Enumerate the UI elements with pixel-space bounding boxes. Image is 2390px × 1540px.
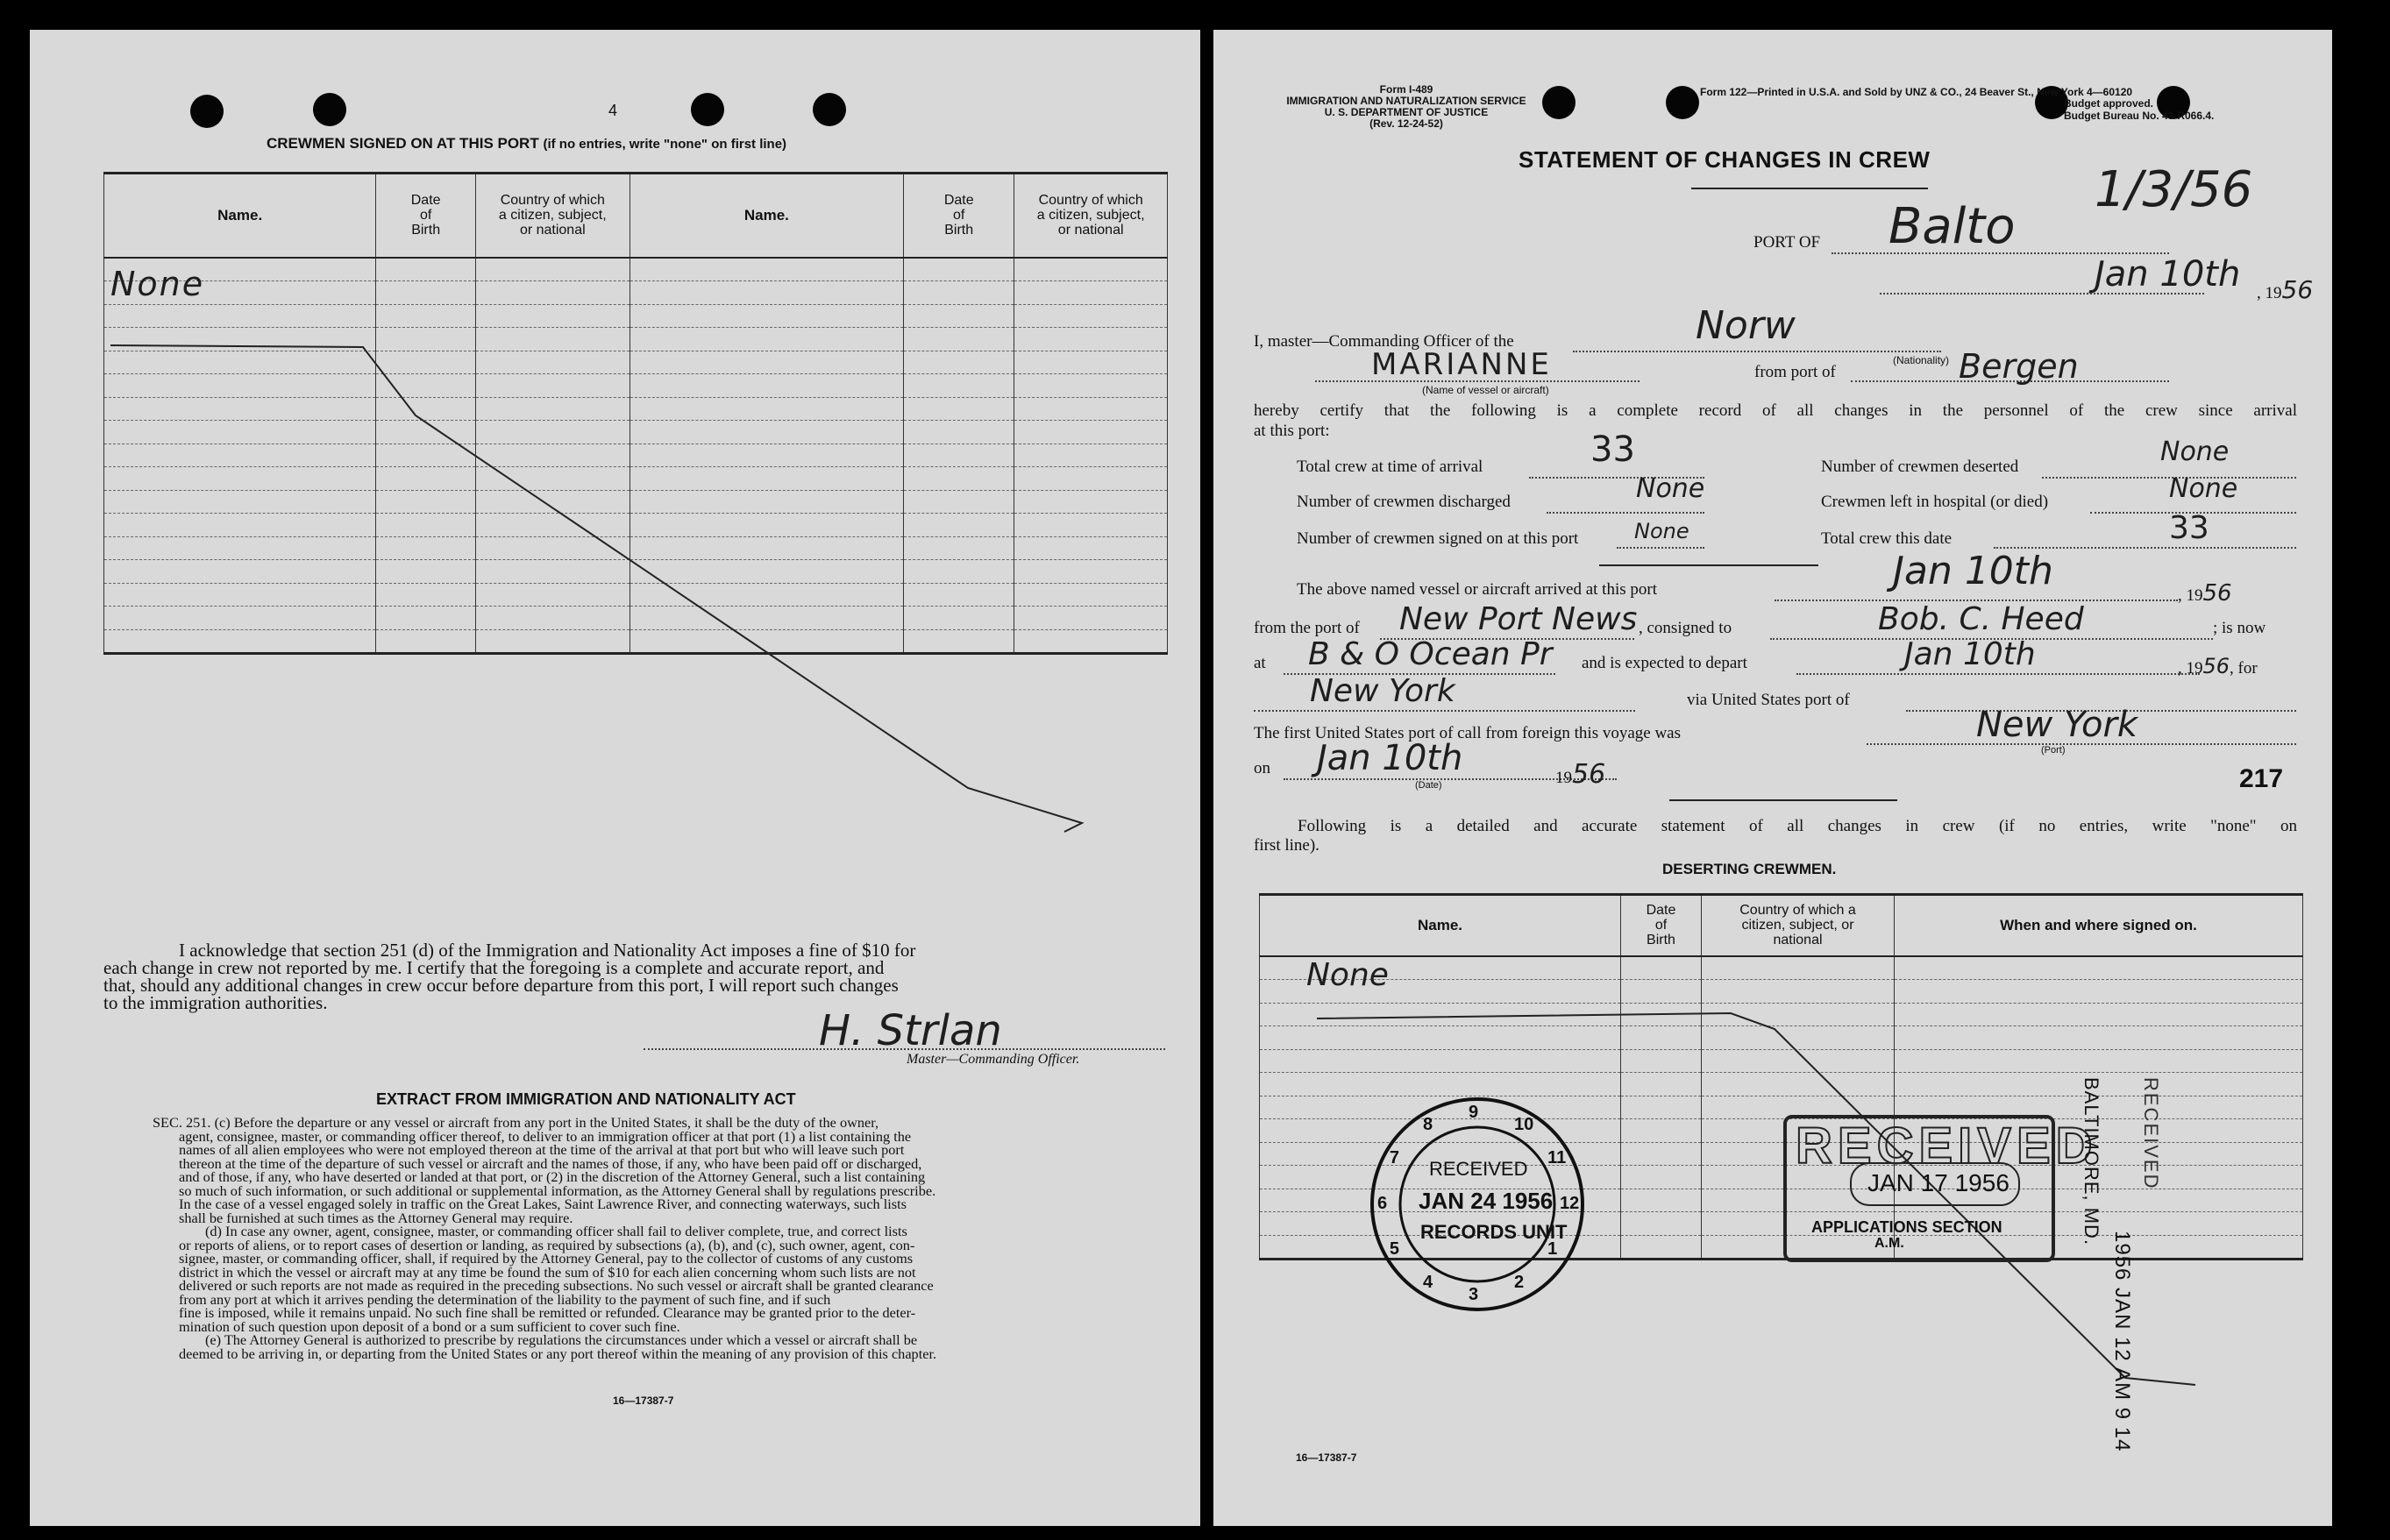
- from-port-value: Bergen: [1959, 347, 2079, 386]
- stamp-date: JAN 24 1956: [1419, 1188, 1554, 1214]
- at-value: B & O Ocean Pr: [1308, 636, 1553, 672]
- extract-line: mination of such question upon deposit of a bond or a sum sufficient to cover such fine.: [179, 1317, 680, 1335]
- first-entry-none: None: [110, 265, 205, 303]
- col-name-2: Name.: [630, 174, 903, 258]
- vertical-stamp: [2109, 1231, 2134, 1451]
- extract-line: signee, master, or commanding officer, shall, if required by the Attorney General, pay to the collector of customs of any customs: [179, 1250, 914, 1267]
- col-dob: Date of Birth: [1621, 895, 1702, 956]
- page-number: 4: [608, 102, 618, 119]
- stamp-sub: A.M.: [1874, 1236, 1904, 1251]
- expected-value: Jan 10th: [1904, 636, 2036, 672]
- stamp-received: RECEIVED: [1796, 1118, 2098, 1175]
- destination-value: New York: [1310, 673, 1455, 709]
- first-port-caption: (Port): [2041, 745, 2066, 756]
- extract-line: district in which the vessel or aircraft may at any time be found the sum of $10 for each alien concerning whom such lists are not: [179, 1263, 916, 1281]
- from-port-of-value: New Port News: [1399, 601, 1638, 637]
- signature-line: [644, 1048, 1165, 1050]
- budget-approved: Budget approved.: [2064, 97, 2154, 110]
- agency-dept: U. S. DEPARTMENT OF JUSTICE: [1324, 106, 1489, 118]
- section-note: (if no entries, write "none" on first line): [543, 137, 787, 152]
- nationality-value: Norw: [1696, 303, 1796, 348]
- vertical-stamp-received: [2139, 1077, 2162, 1189]
- extract-line: deemed to be arriving in, or departing from the United States or any port thereof within the meaning of any provision of this chapter.: [179, 1345, 937, 1362]
- discharged-label: Number of crewmen discharged: [1297, 493, 1511, 511]
- stamp-city: BALTIMORE, MD.: [2081, 1077, 2102, 1246]
- ack-line: that, should any additional changes in crew occur before departure from this port, I will report such changes: [103, 975, 899, 996]
- from-port-of-label: from the port of: [1254, 619, 1360, 637]
- col-country: Country of which a citizen, subject, or national: [1702, 895, 1895, 956]
- total-date-value: 33: [2169, 510, 2209, 546]
- certify-line: hereby certify that the following is a complete record of all changes in the personnel of the crew since arrival: [1254, 401, 2297, 420]
- expected-year: , 1956, for: [2178, 654, 2258, 678]
- following-line: first line).: [1254, 836, 1319, 855]
- port-label: PORT OF: [1753, 233, 1821, 252]
- footer-code: 16—17387-7: [613, 1395, 674, 1407]
- ack-line: each change in crew not reported by me. I certify that the foregoing is a complete and accurate report, and: [103, 957, 885, 978]
- col-dob-2: Date of Birth: [904, 174, 1014, 258]
- date-year: , 1956: [2257, 275, 2314, 304]
- col-when-where: When and where signed on.: [1895, 895, 2303, 956]
- extract-line: SEC. 251. (c) Before the departure or any vessel or aircraft from any port in the United States, it shall be the duty of the owner,: [153, 1114, 879, 1131]
- cancel-line: [30, 30, 1200, 906]
- footer-code: 16—17387-7: [1296, 1451, 1357, 1464]
- on-caption: (Date): [1415, 780, 1442, 791]
- following-line: Following is a detailed and accurate statement of all changes in crew (if no entries, write "none" on: [1298, 817, 2297, 835]
- deserting-title: DESERTING CREWMEN.: [1662, 861, 1837, 877]
- total-date-label: Total crew this date: [1821, 529, 1953, 548]
- extract-line: or reports of aliens, or to report cases of desertion or landing, as required by subsections (a), (b), and (c), such owner, agent, con-: [179, 1236, 915, 1253]
- stamp-ring-number: 11: [1547, 1148, 1567, 1167]
- deserted-value: None: [2160, 436, 2230, 467]
- extract-line: names of all alien employees who were not employed thereon at the time of the arrival at that port but who will leave such port: [179, 1141, 905, 1158]
- stamp-ring-number: 8: [1423, 1114, 1433, 1134]
- discharged-value: None: [1636, 473, 1705, 504]
- stamp-date: 1956 JAN 12 AM 9 14: [2110, 1231, 2134, 1452]
- extract-line: (e) The Attorney General is authorized to prescribe by regulations the circumstances under which a vessel or aircraft shall be: [205, 1331, 918, 1348]
- on-label: on: [1254, 759, 1270, 777]
- ack-line: to the immigration authorities.: [103, 992, 328, 1013]
- hospital-value: None: [2169, 473, 2238, 504]
- on-year: 1956: [1555, 759, 1606, 790]
- is-now-label: ; is now: [2213, 619, 2266, 637]
- printer-line: Form 122—Printed in U.S.A. and Sold by UNZ & CO., 24 Beaver St., New York 4—60120: [1700, 86, 2133, 98]
- extract-line: from any port at which it arrives pending the determination of the liability to the payment of such fine, and if such: [179, 1290, 831, 1308]
- extract-line: In the case of a vessel engaged solely in traffic on the Great Lakes, Saint Lawrence River, and connecting waterways, such lists: [179, 1196, 907, 1212]
- form-title: STATEMENT OF CHANGES IN CREW: [1519, 146, 1931, 173]
- signature-caption: Master—Commanding Officer.: [907, 1052, 1080, 1067]
- nationality-caption: (Nationality): [1893, 354, 1950, 366]
- signed-on-label: Number of crewmen signed on at this port: [1297, 529, 1579, 548]
- first-port-label: The first United States port of call from foreign this voyage was: [1254, 724, 1682, 742]
- extract-line: thereon at the time of the departure of such vessel or aircraft and the names of those, if any, who have been paid off or discharged,: [179, 1154, 922, 1172]
- port-value: Balto: [1889, 198, 2016, 255]
- extract-line: fine is imposed, while it remains unpaid. No such fine shall be remitted or refunded. Clearance may be granted prior to the deter-: [179, 1304, 916, 1321]
- at-label: at: [1254, 654, 1266, 672]
- total-arrival-value: 33: [1590, 429, 1635, 470]
- col-name: Name.: [104, 174, 376, 258]
- section-title: CREWMEN SIGNED ON AT THIS PORT (if no entries, write "none" on first line): [267, 135, 787, 152]
- stamp-date: JAN 17 1956: [1867, 1169, 2009, 1196]
- agency-name: IMMIGRATION AND NATURALIZATION SERVICE: [1286, 95, 1526, 107]
- acknowledgement: [103, 941, 1177, 1011]
- stamp-ring-number: 6: [1377, 1194, 1388, 1213]
- extract-body: [153, 1114, 1178, 1362]
- stamp-ring-number: 9: [1469, 1103, 1479, 1122]
- first-port-value: New York: [1976, 705, 2138, 745]
- form-revision: (Rev. 12-24-52): [1369, 117, 1443, 130]
- right-page: [1213, 30, 2332, 1526]
- master-label: I, master—Commanding Officer of the: [1254, 332, 1514, 351]
- ack-line: I acknowledge that section 251 (d) of the Immigration and Nationality Act imposes a fine of $10 for: [179, 940, 916, 961]
- consigned-label: , consigned to: [1639, 619, 1732, 637]
- stamp-ring-number: 4: [1423, 1273, 1433, 1293]
- col-country-2: Country of which a citizen, subject, or national: [1014, 174, 1168, 258]
- arrived-value: Jan 10th: [1893, 549, 2053, 593]
- first-entry-none: None: [1306, 957, 1389, 993]
- extract-title: EXTRACT FROM IMMIGRATION AND NATIONALITY ACT: [376, 1090, 796, 1108]
- vessel-caption: (Name of vessel or aircraft): [1422, 384, 1549, 396]
- extract-line: (d) In case any owner, agent, consignee, master, or commanding officer shall fail to deliver complete, true, and correct lists: [205, 1223, 907, 1239]
- arrived-label: The above named vessel or aircraft arrived at this port: [1297, 580, 1657, 599]
- master-signature: H. Strlan: [819, 1006, 1002, 1055]
- extract-line: shall be furnished at such times as the Attorney General may require.: [179, 1209, 573, 1226]
- stamp-ring-number: 5: [1389, 1239, 1400, 1259]
- from-port-label: from port of: [1754, 363, 1836, 381]
- stamp-ring-number: 12: [1560, 1194, 1580, 1213]
- total-arrival-label: Total crew at time of arrival: [1297, 458, 1483, 476]
- document-number: 217: [2239, 764, 2284, 793]
- consigned-value: Bob. C. Heed: [1878, 601, 2084, 637]
- stamp-unit: RECORDS UNIT: [1420, 1221, 1568, 1243]
- stamp-ring-number: 1: [1547, 1239, 1558, 1259]
- via-label: via United States port of: [1687, 691, 1850, 709]
- stamp-received: RECEIVED: [1429, 1158, 1528, 1180]
- vertical-stamp-city: [2080, 1077, 2102, 1245]
- arrived-year: , 1956: [2178, 580, 2232, 607]
- expected-label: and is expected to depart: [1582, 654, 1747, 672]
- handwritten-date: 1/3/56: [2095, 161, 2253, 218]
- stamp-ring-number: 7: [1389, 1148, 1400, 1167]
- records-unit-stamp: [1368, 1095, 1587, 1314]
- signed-on-value: None: [1634, 519, 1689, 543]
- deserted-label: Number of crewmen deserted: [1821, 458, 2019, 476]
- stamp-ring-number: 3: [1469, 1285, 1479, 1304]
- col-name: Name.: [1260, 895, 1621, 956]
- budget-number: Budget Bureau No. 43-R066.4.: [2064, 110, 2215, 122]
- date-value: Jan 10th: [2095, 254, 2241, 295]
- vessel-value: MARIANNE: [1371, 347, 1552, 382]
- stamp-received: RECEIVED: [2140, 1077, 2162, 1190]
- stamp-section: APPLICATIONS SECTION: [1811, 1218, 2002, 1236]
- on-value: Jan 10th: [1317, 738, 1463, 778]
- extract-line: so much of such information, or such additional or supplemental information, as the Attorney General shall by regulations prescribe.: [179, 1182, 936, 1199]
- extract-line: agent, consignee, master, or commanding officer thereof, to deliver to an immigration officer at that port (1) a list containing the: [179, 1127, 912, 1145]
- hospital-label: Crewmen left in hospital (or died): [1821, 493, 2049, 511]
- left-page: [30, 30, 1200, 1526]
- extract-line: and of those, if any, who have deserted or landed at that port, or (2) in the discretion of the Attorney General, such a list containing: [179, 1168, 926, 1185]
- col-country: Country of which a citizen, subject, or national: [475, 174, 630, 258]
- stamp-ring-number: 2: [1514, 1273, 1525, 1293]
- col-dob: Date of Birth: [376, 174, 476, 258]
- form-number: Form I-489: [1379, 83, 1433, 96]
- extract-line: delivered or such reports are not made as required in the preceding subsections. No such vessel or aircraft shall be granted clearance: [179, 1277, 934, 1294]
- certify-line: at this port:: [1254, 422, 1330, 440]
- stamp-ring-number: 10: [1514, 1114, 1534, 1134]
